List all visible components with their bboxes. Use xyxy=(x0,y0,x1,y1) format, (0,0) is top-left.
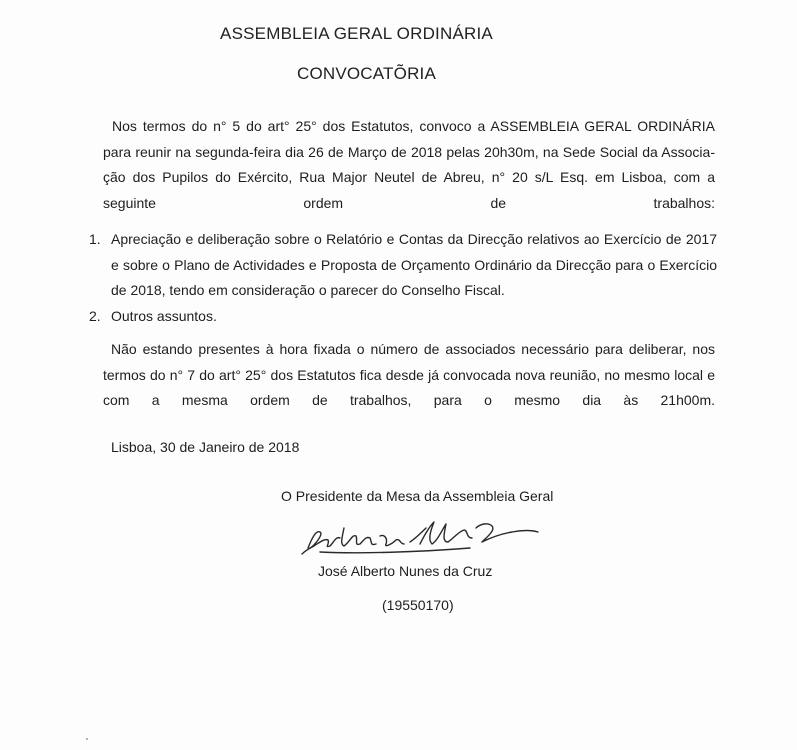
agenda-item xyxy=(89,227,717,304)
member-number: (19550170) xyxy=(382,597,454,613)
agenda-item-number: 2. xyxy=(89,307,101,324)
signer-name: José Alberto Nunes da Cruz xyxy=(318,563,493,579)
place-date: Lisboa, 30 de Janeiro de 2018 xyxy=(111,439,300,455)
document-title: ASSEMBLEIA GERAL ORDINÁRIA xyxy=(220,24,493,43)
scan-speck xyxy=(86,738,88,740)
agenda-item-text: Outros assuntos. xyxy=(111,307,217,324)
intro-paragraph: Nos termos do n° 5 do art° 25° dos Estatutos, convoco a ASSEMBLEIA GERAL ORDINÁRIA para reunir na segunda-feira dia 26 de Março de 2018 pelas 20h30m, na Sede Social da Associa-ção dos Pupilos do Exército, Rua Major Neutel de Abreu, n° 20 s/L Esq. em Lisboa, com a seguinte ordem de trabalhos: xyxy=(103,118,715,211)
agenda-item-text: Apreciação e deliberação sobre o Relatório e Contas da Direcção relativos ao Exercício de 2017 e sobre o Plano de Actividades e Proposta de Orçamento Ordinário da Direcção para o Exercício de 2018, tendo em consideração o parecer do Conselho Fiscal. xyxy=(111,231,717,298)
agenda-item xyxy=(89,304,717,330)
handwritten-signature-icon xyxy=(300,508,540,558)
agenda-item-number: 1. xyxy=(89,231,101,247)
signatory-role: O Presidente da Mesa da Assembleia Geral xyxy=(281,488,554,504)
fallback-paragraph: Não estando presentes à hora fixada o número de associados necessário para deliberar, nos termos do n° 7 do art° 25° dos Estatutos fica desde já convocada nova reunião, no mesmo local e com a mesma ordem de trabalhos, para o mesmo dia às 21h00m. xyxy=(103,341,715,408)
agenda-list xyxy=(89,227,717,329)
document-subtitle: CONVOCATÕRIA xyxy=(296,64,437,83)
